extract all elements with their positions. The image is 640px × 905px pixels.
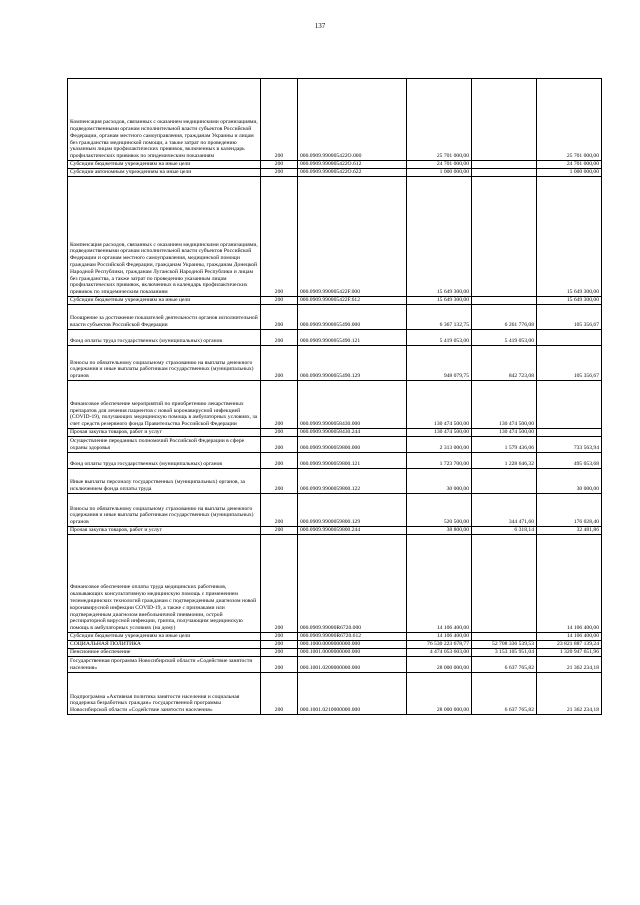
row-code-cell: 200 xyxy=(261,494,298,527)
row-executed-cell: 6 318,14 xyxy=(472,527,537,535)
table-row xyxy=(68,305,602,330)
table-row xyxy=(68,453,602,469)
row-kbk-cell: 000.0909.9900059800.129 xyxy=(298,494,407,527)
budget-table-body xyxy=(68,79,602,715)
row-executed-cell xyxy=(472,535,537,633)
row-approved-cell: 24 701 000,00 xyxy=(407,161,472,169)
row-executed-cell: 842 723,08 xyxy=(472,346,537,381)
row-code-cell: 200 xyxy=(261,657,298,673)
row-code-cell: 200 xyxy=(261,437,298,453)
row-executed-cell: 1 228 646,32 xyxy=(472,453,537,469)
row-executed-cell xyxy=(472,169,537,177)
row-remaining-cell: 105 356,67 xyxy=(537,346,602,381)
row-approved-cell: 14 106 400,00 xyxy=(407,535,472,633)
row-remaining-cell: 21 362 234,18 xyxy=(537,673,602,715)
row-name-cell: Государственная программа Новосибирской области «Содействие занятости населения» xyxy=(68,657,261,673)
row-code-cell: 200 xyxy=(261,429,298,437)
row-remaining-cell: 1 000 000,00 xyxy=(537,169,602,177)
row-code-cell: 200 xyxy=(261,161,298,169)
row-name-cell: Субсидии бюджетным учреждениям на иные цели xyxy=(68,297,261,305)
row-approved-cell: 130 474 500,00 xyxy=(407,429,472,437)
row-kbk-cell: 000.0909.9900059800.121 xyxy=(298,453,407,469)
table-row xyxy=(68,330,602,346)
row-code-cell: 200 xyxy=(261,673,298,715)
row-kbk-cell: 000.0909.9900055490.000 xyxy=(298,305,407,330)
table-row xyxy=(68,633,602,641)
row-code-cell: 200 xyxy=(261,305,298,330)
row-kbk-cell: 000.1001.0000000000.000 xyxy=(298,649,407,657)
row-kbk-cell: 000.0909.9900058430.244 xyxy=(298,429,407,437)
row-name-cell: Субсидии автономным учреждениям на иные цели xyxy=(68,169,261,177)
row-kbk-cell: 000.0909.990005422F.000 xyxy=(298,177,407,297)
row-approved-cell: 25 701 000,00 xyxy=(407,79,472,161)
row-code-cell: 200 xyxy=(261,633,298,641)
row-name-cell: СОЦИАЛЬНАЯ ПОЛИТИКА xyxy=(68,641,261,649)
row-kbk-cell: 000.0909.99000R6720.000 xyxy=(298,535,407,633)
table-row xyxy=(68,657,602,673)
row-executed-cell: 6 261 776,08 xyxy=(472,305,537,330)
row-executed-cell xyxy=(472,177,537,297)
table-row xyxy=(68,346,602,381)
row-approved-cell: 28 000 000,00 xyxy=(407,673,472,715)
row-code-cell: 200 xyxy=(261,169,298,177)
row-executed-cell: 130 474 500,00 xyxy=(472,381,537,429)
table-row xyxy=(68,381,602,429)
row-remaining-cell: 25 701 000,00 xyxy=(537,79,602,161)
row-code-cell: 200 xyxy=(261,649,298,657)
row-approved-cell: 520 500,00 xyxy=(407,494,472,527)
row-executed-cell xyxy=(472,469,537,494)
row-remaining-cell: 30 000,00 xyxy=(537,469,602,494)
row-executed-cell: 344 471,60 xyxy=(472,494,537,527)
row-code-cell: 200 xyxy=(261,641,298,649)
row-kbk-cell: 000.0909.9900059800.122 xyxy=(298,469,407,494)
row-approved-cell: 38 800,00 xyxy=(407,527,472,535)
row-approved-cell: 30 000,00 xyxy=(407,469,472,494)
table-row xyxy=(68,641,602,649)
row-code-cell: 200 xyxy=(261,177,298,297)
row-approved-cell: 6 367 132,75 xyxy=(407,305,472,330)
row-approved-cell: 76 530 223 678,77 xyxy=(407,641,472,649)
row-executed-cell xyxy=(472,79,537,161)
table-row xyxy=(68,177,602,297)
row-remaining-cell: 21 362 234,18 xyxy=(537,657,602,673)
row-approved-cell: 14 106 400,00 xyxy=(407,633,472,641)
row-remaining-cell: 14 106 400,00 xyxy=(537,633,602,641)
budget-table xyxy=(67,78,602,715)
table-row xyxy=(68,673,602,715)
row-approved-cell: 1 000 000,00 xyxy=(407,169,472,177)
row-approved-cell: 130 474 500,00 xyxy=(407,381,472,429)
row-name-cell: Субсидии бюджетным учреждениям на иные цели xyxy=(68,161,261,169)
row-kbk-cell: 000.0909.99000R6720.612 xyxy=(298,633,407,641)
row-name-cell: Компенсация расходов, связанных с оказанием медицинскими организациями, подведомственными органам исполнительной власти субъектов Российской Федерации и органам местного самоуправления, медицинской помощи гражданам Российской Федерации, гражданам Украины, гражданам Донецкой Народной Республики, гражданам Луганской Народной Республики и лицам без гражданства, а также затрат по проведению указанным лицам профилактических прививок, включенных в календарь профилактических прививок по эпидемическим показаниям xyxy=(68,177,261,297)
row-executed-cell: 3 153 105 951,04 xyxy=(472,649,537,657)
row-remaining-cell: 14 106 400,00 xyxy=(537,535,602,633)
row-name-cell: Взносы по обязательному социальному страхованию на выплаты денежного содержания и иные выплаты работникам государственных (муниципальных) органов xyxy=(68,494,261,527)
row-remaining-cell: 15 649 300,00 xyxy=(537,297,602,305)
row-kbk-cell: 000.0909.990005422F.612 xyxy=(298,297,407,305)
row-kbk-cell: 000.0909.990005422О.622 xyxy=(298,169,407,177)
row-executed-cell: 130 474 500,00 xyxy=(472,429,537,437)
row-executed-cell: 6 637 765,82 xyxy=(472,673,537,715)
row-kbk-cell: 000.1000.0000000000.000 xyxy=(298,641,407,649)
row-name-cell: Субсидии бюджетным учреждениям на иные цели xyxy=(68,633,261,641)
table-row xyxy=(68,535,602,633)
row-remaining-cell: 15 649 300,00 xyxy=(537,177,602,297)
row-kbk-cell: 000.0909.9900055490.121 xyxy=(298,330,407,346)
row-approved-cell: 2 313 000,00 xyxy=(407,437,472,453)
table-row xyxy=(68,494,602,527)
row-name-cell: Финансовое обеспечение оплаты труда медицинских работников, оказывающих консультативную медицинскую помощь с применением телемедицинских технологий гражданам с подтвержденным диагнозом новой коронавирусной инфекции COVID-19, а также с признаками или подтвержденным диагнозом внебольничной пневмонии, острой респираторной вирусной инфекции, гриппа, получающим медицинскую помощь в амбулаторных условиях (на дому) xyxy=(68,535,261,633)
row-kbk-cell: 000.0909.9900058430.000 xyxy=(298,381,407,429)
row-remaining-cell xyxy=(537,381,602,429)
row-name-cell: Прочая закупка товаров, работ и услуг xyxy=(68,429,261,437)
row-name-cell: Осуществление переданных полномочий Российской Федерации в сфере охраны здоровья xyxy=(68,437,261,453)
row-kbk-cell: 000.0909.9900059800.000 xyxy=(298,437,407,453)
row-remaining-cell: 1 320 947 651,96 xyxy=(537,649,602,657)
table-row xyxy=(68,79,602,161)
table-row xyxy=(68,297,602,305)
row-code-cell: 200 xyxy=(261,381,298,429)
table-row xyxy=(68,649,602,657)
row-name-cell: Подпрограмма «Активная политика занятости населения и социальная поддержка безработных граждан» государственной программы Новосибирской области «Содействие занятости населения» xyxy=(68,673,261,715)
row-remaining-cell: 24 701 000,00 xyxy=(537,161,602,169)
row-approved-cell: 4 474 053 603,00 xyxy=(407,649,472,657)
page-number: 137 xyxy=(314,22,326,30)
row-approved-cell: 15 649 300,00 xyxy=(407,297,472,305)
row-name-cell: Фонд оплаты труда государственных (муниципальных) органов xyxy=(68,330,261,346)
row-code-cell: 200 xyxy=(261,453,298,469)
table-row xyxy=(68,437,602,453)
row-code-cell: 200 xyxy=(261,535,298,633)
row-executed-cell xyxy=(472,633,537,641)
row-name-cell: Пенсионное обеспечение xyxy=(68,649,261,657)
table-row xyxy=(68,161,602,169)
row-kbk-cell: 000.0909.9900055490.129 xyxy=(298,346,407,381)
row-kbk-cell: 000.0909.990005422О.000 xyxy=(298,79,407,161)
row-executed-cell: 52 708 336 539,53 xyxy=(472,641,537,649)
row-name-cell: Компенсация расходов, связанных с оказанием медицинскими организациями, подведомственными органам исполнительной власти субъектов Российской Федерации, органам местного самоуправления, гражданам Украины и лицам без гражданства медицинской помощи, а также затрат по проведению указанным лицам профилактических прививок, включенных в календарь профилактических прививок по эпидемическим показаниям xyxy=(68,79,261,161)
row-remaining-cell xyxy=(537,330,602,346)
row-executed-cell: 5 419 053,00 xyxy=(472,330,537,346)
table-row xyxy=(68,527,602,535)
row-name-cell: Взносы по обязательному социальному страхованию на выплаты денежного содержания и иные выплаты работникам государственных (муниципальных) органов xyxy=(68,346,261,381)
row-kbk-cell: 000.1001.0200000000.000 xyxy=(298,657,407,673)
row-kbk-cell: 000.0909.990005422О.612 xyxy=(298,161,407,169)
row-name-cell: Поощрение за достижение показателей деятельности органов исполнительной власти субъектов Российской Федерации xyxy=(68,305,261,330)
row-executed-cell: 1 579 436,06 xyxy=(472,437,537,453)
row-remaining-cell: 495 053,68 xyxy=(537,453,602,469)
row-approved-cell: 28 000 000,00 xyxy=(407,657,472,673)
table-row xyxy=(68,429,602,437)
row-name-cell: Финансовое обеспечение мероприятий по приобретению лекарственных препаратов для лечения пациентов с новой коронавирусной инфекцией (COVID-19), получающих медицинскую помощь в амбулаторных условиях, за счет средств резервного фонда Правительства Российской Федерации xyxy=(68,381,261,429)
row-approved-cell: 5 419 053,00 xyxy=(407,330,472,346)
table-row xyxy=(68,469,602,494)
row-remaining-cell: 176 028,40 xyxy=(537,494,602,527)
row-remaining-cell: 23 821 887 139,24 xyxy=(537,641,602,649)
row-executed-cell xyxy=(472,297,537,305)
row-code-cell: 200 xyxy=(261,79,298,161)
row-executed-cell xyxy=(472,161,537,169)
row-code-cell: 200 xyxy=(261,346,298,381)
row-kbk-cell: 000.0909.9900059800.244 xyxy=(298,527,407,535)
row-approved-cell: 15 649 300,00 xyxy=(407,177,472,297)
row-name-cell: Иные выплаты персоналу государственных (муниципальных) органов, за исключением фонда оплаты труда xyxy=(68,469,261,494)
row-remaining-cell: 32 481,86 xyxy=(537,527,602,535)
row-remaining-cell: 733 563,94 xyxy=(537,437,602,453)
row-code-cell: 200 xyxy=(261,469,298,494)
row-kbk-cell: 000.1001.0210000000.000 xyxy=(298,673,407,715)
row-code-cell: 200 xyxy=(261,527,298,535)
row-name-cell: Фонд оплаты труда государственных (муниципальных) органов xyxy=(68,453,261,469)
row-executed-cell: 6 637 765,82 xyxy=(472,657,537,673)
row-remaining-cell: 105 356,67 xyxy=(537,305,602,330)
row-approved-cell: 948 079,75 xyxy=(407,346,472,381)
row-code-cell: 200 xyxy=(261,330,298,346)
row-code-cell: 200 xyxy=(261,297,298,305)
row-approved-cell: 1 723 700,00 xyxy=(407,453,472,469)
row-name-cell: Прочая закупка товаров, работ и услуг xyxy=(68,527,261,535)
table-row xyxy=(68,169,602,177)
row-remaining-cell xyxy=(537,429,602,437)
